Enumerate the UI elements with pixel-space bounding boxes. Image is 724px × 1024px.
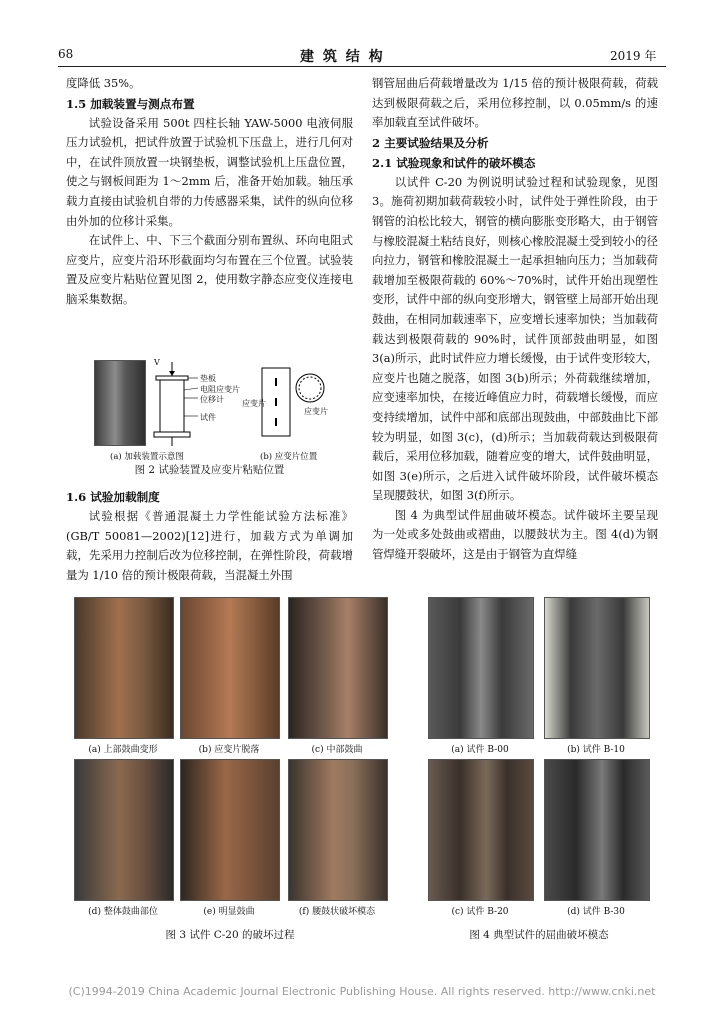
copyright-footer: (C)1994-2019 China Academic Journal Electronic Publishing House. All rights reserved. http://www.cnki.net [68, 985, 656, 998]
photo-a [74, 597, 174, 739]
page-number: 68 [58, 47, 74, 61]
paragraph: 钢管屈曲后荷载增量改为 1/15 倍的预计极限荷载，荷载达到极限荷载之后，采用位移控制，以 0.05mm/s 的速率加载直至试件破坏。 [372, 76, 658, 130]
section-heading-1-5: 1.5 加载装置与测点布置 [66, 96, 195, 111]
figure-3 [74, 597, 396, 927]
section-heading-2-1: 2.1 试验现象和试件的破坏模态 [372, 155, 536, 170]
subcaption: (a) 加载装置示意图 [110, 452, 184, 462]
left-column [66, 74, 353, 310]
header-rule [58, 66, 666, 67]
subcaption: (b) 应变片脱落 [198, 745, 260, 755]
photo-e [180, 759, 280, 901]
label-strain-gauge-2: 应变片 [304, 407, 328, 416]
right-column [372, 74, 658, 565]
paragraph: 试验根据《普通混凝土力学性能试验方法标准》(GB/T 50081—2002)[12]进行，加载方式为单调加载，先采用力控制后改为位移控制，在弹性阶段，荷载增量为 1/10 倍的预计极限荷载，当混凝土外围 [66, 509, 353, 582]
paragraph: 试验设备采用 500t 四柱长轴 YAW-5000 电液伺服压力试验机，把试件放置于试验机下压盘上，进行几何对中，在试件顶放置一块钢垫板，调整试验机上压盘位置，使之与钢板间距为 1～2mm 后，准备开始加载。轴压承载力直接由试验机自带的力传感器采集，试件的纵向位移由外加的位移计采集。 [66, 115, 353, 228]
subcaption: (a) 上部鼓曲变形 [88, 745, 158, 755]
loading-device-diagram [150, 360, 330, 446]
figure-2 [94, 358, 330, 462]
loading-device-photo [94, 360, 146, 446]
label-strain-gauge: 应变片 [242, 399, 266, 408]
paragraph: 图 4 为典型试件屈曲破坏模态。试件破坏主要呈现为一处或多处鼓曲或褶曲，以腰鼓状为主。图 4(d)为钢管焊缝开裂破坏，这是由于钢管为直焊缝 [372, 507, 658, 562]
paragraph: 度降低 35%。 [66, 76, 141, 90]
photo-f [288, 759, 388, 901]
subcaption: (d) 试件 B-30 [567, 907, 625, 917]
photo-b [180, 597, 280, 739]
label-v: V [154, 358, 160, 367]
subcaption: (d) 整体鼓曲部位 [88, 907, 158, 917]
figure-4 [428, 597, 650, 927]
subcaption: (a) 试件 B-00 [451, 745, 509, 755]
label-gauge: 电阻应变片 [200, 385, 240, 394]
subcaption: (f) 腰鼓状破坏模态 [298, 907, 376, 917]
year: 2019 年 [610, 49, 657, 63]
photo-b20 [428, 759, 534, 901]
label-pad: 垫板 [200, 374, 216, 383]
subcaption: (c) 中部鼓曲 [311, 745, 363, 755]
label-displacement: 位移计 [200, 395, 224, 404]
photo-b30 [544, 759, 650, 901]
subcaption: (c) 试件 B-20 [451, 907, 509, 917]
subcaption: (b) 应变片位置 [260, 452, 318, 462]
subcaption: (b) 试件 B-10 [567, 745, 625, 755]
label-specimen: 试件 [200, 413, 216, 422]
journal-title: 建 筑 结 构 [300, 49, 385, 65]
section-heading-1-6: 1.6 试验加载制度 [66, 490, 160, 504]
photo-b10 [544, 597, 650, 739]
figure-4-caption: 图 4 典型试件的屈曲破坏模态 [469, 929, 609, 941]
subcaption: (e) 明显鼓曲 [203, 907, 255, 917]
photo-d [74, 759, 174, 901]
paragraph: 以试件 C-20 为例说明试验过程和试验现象，见图 3。施荷初期加载荷载较小时，试件处于弹性阶段，由于钢管的泊松比较大，钢管的横向膨胀变形略大，由于钢管与橡胶混凝土粘结良好，则核心橡胶混凝土受到较小的径向拉力，钢管和橡胶混凝土一起承担轴向压力；当加载荷载增加至极限荷载的 60%～70%时，试件开始出现塑性变形，试件中部的纵向变形增大，钢管壁上局部开始出现鼓曲，在相同加载速率下，应变增长速率加快；当加载荷载达到极限荷载的 90%时，试件顶部鼓曲明显，如图 3(a)所示，此时试件应力增长缓慢，由于试件变形较大，应变片也随之脱落，如图 3(b)所示；外荷载继续增加，应变速率加快，在接近峰值应力时，荷载增长缓慢，而应变持续增加，试件中部和底部出现鼓曲，中部鼓曲比下部较为明显，如图 3(c)，(d)所示；当加载荷载达到极限荷载后，采用位移加载，随着应变的增大，试件鼓曲明显，如图 3(e)所示，之后进入试件破坏阶段，试件破坏模态呈现腰鼓状，如图 3(f)所示。 [372, 174, 658, 503]
paragraph: 在试件上、中、下三个截面分别布置纵、环向电阻式应变片，应变片沿环形截面均匀布置在三个位置。试验装置及应变片粘贴位置见图 2，使用数字静态应变仪连接电脑采集数据。 [66, 233, 353, 306]
figure-2-caption: 图 2 试验装置及应变片粘贴位置 [134, 464, 285, 476]
photo-b00 [428, 597, 534, 739]
photo-c [288, 597, 388, 739]
left-column-lower [66, 487, 353, 585]
figure-3-caption: 图 3 试件 C-20 的破坏过程 [165, 929, 295, 941]
section-heading-2: 2 主要试验结果及分析 [372, 135, 489, 150]
